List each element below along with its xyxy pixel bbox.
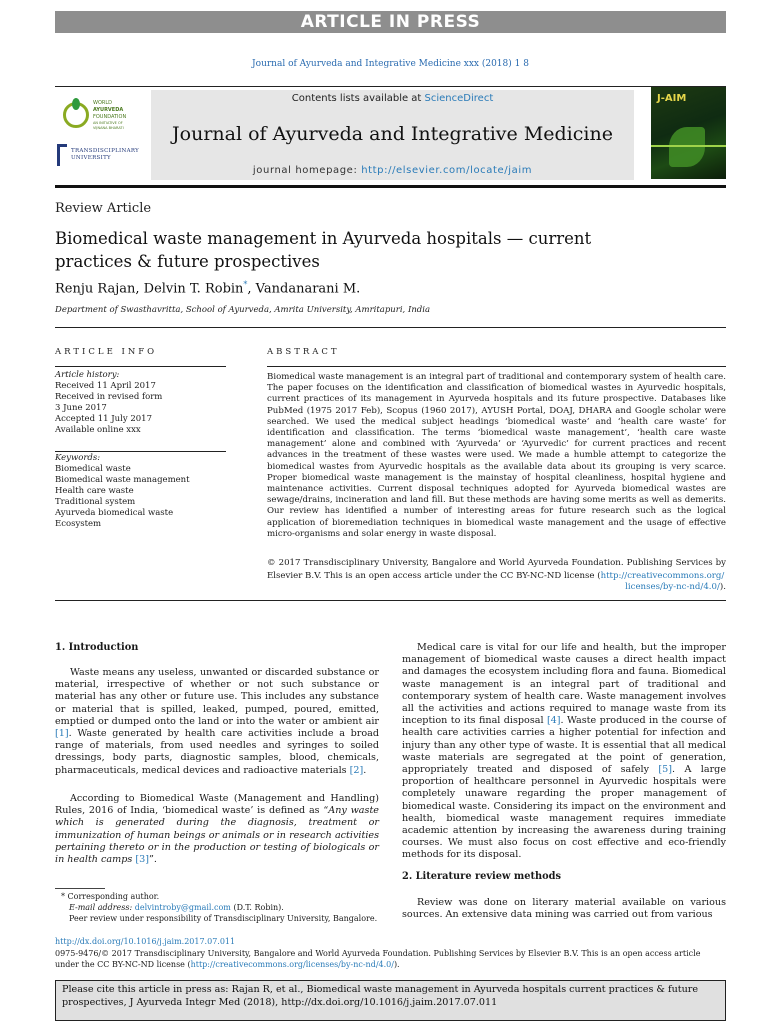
history-item: Accepted 11 July 2017 — [55, 414, 152, 424]
homepage-link[interactable]: http://elsevier.com/locate/jaim — [361, 165, 533, 176]
reference-link[interactable]: [4] — [546, 715, 561, 727]
wa-logo-text: WORLD AYURVEDA FOUNDATION AN INITIATIVE OF VIJNANA BHARATI — [93, 100, 127, 130]
keyword-item: Biomedical waste management — [55, 475, 190, 485]
journal-title: Journal of Ayurveda and Integrative Medicine — [172, 123, 613, 145]
abstract-copyright: © 2017 Transdisciplinary University, Bangalore and World Ayurveda Foundation. Publishing Services by Elsevier B.V. This is an open access article under the CC BY-NC-ND license (http://creativecommons.org/ — [267, 558, 726, 581]
literature-paragraph-1: Review was done on literary material available on various sources. An extensive data mining was carried out from various — [402, 897, 726, 921]
divider — [55, 86, 726, 87]
divider — [267, 366, 726, 367]
intro-paragraph-3: Medical care is vital for our life and health, but the improper management of biomedical waste causes a direct health impact and damages the ecosystem including flora and fauna. Biomedical waste management is an integral part of traditional and contemporary system of health care. Waste management involves all the activities and actions required to manage waste from its inception to its final disposal [4]. Waste produced in the course of health care activities carries a higher potential for infection and injury than any other type of waste. It is essential that all medical waste materials are segregated at the point of generation, appropriately treated and disposed of safely [5]. A large proportion of healthcare personnel in Ayurvedic hospitals were completely unaware regarding the proper management of biomedical waste. Considering its impact on the environment and health, biomedical waste management requires immediate academic attention by increasing the awareness during training courses. We must also focus on cost effective and eco-friendly methods for its disposal. — [402, 642, 727, 861]
keyword-item: Biomedical waste — [55, 464, 131, 474]
intro-paragraph-1: Waste means any useless, unwanted or discarded substance or material, irrespective of whether or not such substance or material has any other or future use. This includes any substance or material that is spilled, leaked, pumped, poured, emitted, emptied or dumped onto the land or into the water or ambient air [1]. Waste generated by health care activities include a broad range of materials, from used needles and syringes to soiled dressings, body parts, diagnostic samples, blood, chemicals, pharmaceuticals, medical devices and radioactive materials [2]. — [55, 667, 379, 776]
section-heading-literature-review: 2. Literature review methods — [402, 871, 562, 882]
intro-paragraph-2: According to Biomedical Waste (Management and Handling) Rules, 2016 of India, ‘biomedical waste’ is defined as “Any waste which is generated during the diagnosis, treatment or immunization of human beings or animals or in research activities pertaining thereto or in the production or testing of biologicals or in health camps [3]”. — [55, 793, 379, 866]
transdisciplinary-university-logo — [55, 142, 145, 172]
keyword-item: Traditional system — [55, 497, 136, 507]
cover-label: J-AIM — [657, 93, 687, 104]
affiliation: Department of Swasthavritta, School of Ayurveda, Amrita University, Amritapuri, India — [55, 305, 431, 315]
history-item: Received 11 April 2017 — [55, 381, 156, 391]
contents-line: Contents lists available at ScienceDirect — [291, 93, 494, 104]
footnotes: * Corresponding author. E-mail address: delvintroby@gmail.com (D.T. Robin). Peer review under responsibility of Transdisciplinary University, Bangalore. — [61, 892, 378, 923]
abstract-heading: ABSTRACT — [267, 347, 340, 357]
reference-link[interactable]: [1] — [55, 728, 69, 740]
tdu-logo-text: TRANSDISCIPLINARY UNIVERSITY — [71, 148, 140, 161]
journal-cover-image — [651, 87, 726, 179]
reference-link[interactable]: [3] — [135, 854, 149, 866]
reference-link[interactable]: [5] — [658, 764, 672, 776]
journal-banner — [151, 90, 634, 180]
license-link[interactable]: http://creativecommons.org/ — [600, 570, 725, 581]
license-link[interactable]: http://creativecommons.org/licenses/by-nc-nd/4.0/ — [190, 960, 394, 969]
abstract-text: Biomedical waste management is an integral part of traditional and contemporary system of health care. The paper focuses on the identification and classification of biomedical wastes in Ayurvedic hospitals, current practices of its management in Ayurveda hospitals and its future prospective. Databases like PubMed (1975 2017 Feb), Scopus (1960 2017), AYUSH Portal, DOAJ, DHARA and Google scholar were searched. We used the medical subject headings ‘biomedical waste’ and ‘health care waste’ for identification and classification. The terms ‘biomedical waste management’, ‘health care waste management’ alone and combined with ‘Ayurveda’ or ‘Ayurvedic’ for current practices and recent advances in the treatment of these wastes were used. We made a humble attempt to categorize the biomedical wastes from Ayurvedic hospitals as the available data about its grouping is very scarce. Proper biomedical waste management is the mainstay of hospital cleanliness, hospital hygiene and maintenance activities. Current disposal techniques adopted for Ayurveda biomedical wastes are sewage/drains, incineration and land fill. But these methods are having some merits as well as demerits. Our review has identified a number of interesting areas for future research such as the logical application of bioremediation techniques in biomedical waste management and the usage of effective micro-organisms and solar energy in waste disposal. — [267, 372, 726, 539]
license-link-continued[interactable]: licenses/by-nc-nd/4.0/). — [625, 582, 726, 592]
divider — [55, 451, 226, 452]
tdu-mark-icon — [57, 144, 67, 166]
article-history: Article history: Received 11 April 2017 Received in revised form 3 June 2017 Accepted 11 July 2017 Available online xxx — [55, 370, 226, 436]
article-title: Biomedical waste management in Ayurveda hospitals — current practices & future prospectives — [55, 229, 592, 271]
history-item: Received in revised form — [55, 392, 163, 402]
author-list: Renju Rajan, Delvin T. Robin*, Vandanarani M. — [55, 280, 361, 297]
publisher-logos — [55, 94, 147, 180]
citation-box: Please cite this article in press as: Rajan R, et al., Biomedical waste management in Ayurveda hospitals current practices & future prospectives, J Ayurveda Integr Med (2018), http://dx.doi.org/10.1016/j.jaim.2017.07.011 — [55, 980, 726, 1021]
journal-citation-link[interactable]: Journal of Ayurveda and Integrative Medicine xxx (2018) 1 8 — [252, 59, 529, 69]
history-item: Available online xxx — [55, 425, 141, 435]
divider — [55, 366, 226, 367]
divider — [55, 600, 726, 601]
issn-copyright: 0975-9476/© 2017 Transdisciplinary University, Bangalore and World Ayurveda Foundation. Publishing Services by Elsevier B.V. This is an open access article under the CC BY-NC-ND license (http://creativecommons.org/licenses/by-nc-nd/4.0/). — [55, 949, 701, 969]
journal-homepage: journal homepage: http://elsevier.com/locate/jaim — [252, 165, 533, 176]
sciencedirect-link[interactable]: ScienceDirect — [424, 93, 494, 104]
keyword-item: Health care waste — [55, 486, 134, 496]
keyword-item: Ecosystem — [55, 519, 102, 529]
keyword-item: Ayurveda biomedical waste — [55, 508, 174, 518]
keywords: Keywords: Biomedical waste Biomedical waste management Health care waste Traditional system Ayurveda biomedical waste Ecosystem — [55, 453, 226, 530]
article-in-press-banner: ARTICLE IN PRESS — [55, 11, 726, 33]
doi-link[interactable]: http://dx.doi.org/10.1016/j.jaim.2017.07.011 — [55, 937, 236, 946]
world-ayurveda-logo — [63, 100, 133, 144]
footnote-divider — [55, 888, 105, 889]
cover-leaf-icon — [669, 127, 705, 167]
wa-leaf-icon — [72, 98, 80, 110]
divider — [55, 327, 726, 328]
corresponding-author-mark[interactable]: * — [243, 280, 248, 289]
email-link[interactable]: delvintroby@gmail.com — [134, 903, 231, 912]
article-info-heading: ARTICLE INFO — [55, 347, 158, 357]
reference-link[interactable]: [2] — [349, 764, 364, 776]
header-divider — [55, 185, 726, 188]
cover-wave-icon — [651, 145, 726, 147]
article-type: Review Article — [55, 201, 152, 216]
section-heading-introduction: 1. Introduction — [55, 642, 139, 653]
history-item: 3 June 2017 — [55, 403, 107, 413]
